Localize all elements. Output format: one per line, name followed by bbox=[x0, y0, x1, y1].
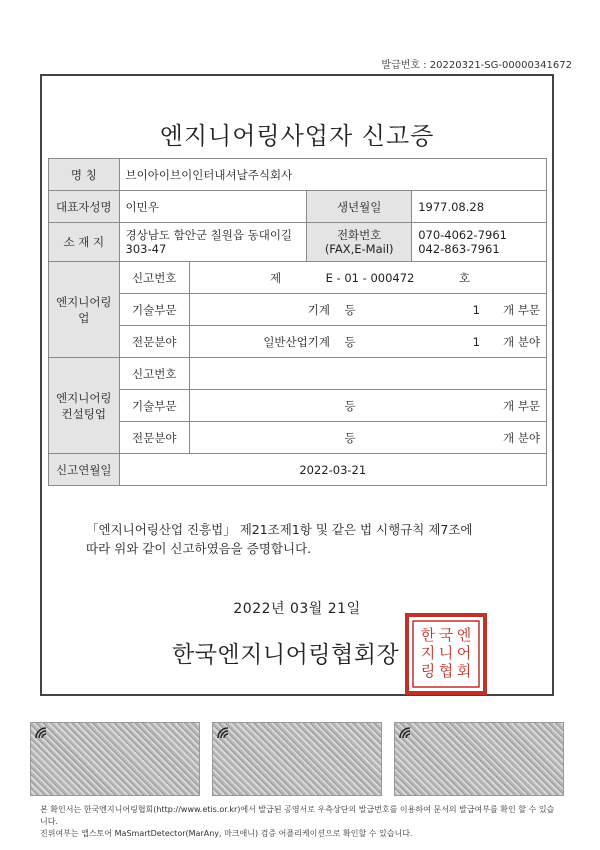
seal-glyph: 회 bbox=[456, 662, 472, 680]
seal-glyph: 지 bbox=[420, 644, 436, 662]
con-tech-value bbox=[189, 390, 546, 422]
security-pattern-1 bbox=[30, 722, 200, 796]
company-label: 명 칭 bbox=[49, 159, 120, 191]
report-date-value: 2022-03-21 bbox=[119, 454, 546, 486]
address-label: 소 재 지 bbox=[49, 223, 120, 262]
birth-value: 1977.08.28 bbox=[412, 191, 547, 223]
row-report-date bbox=[49, 454, 547, 486]
eng-report-number: E - 01 - 000472 bbox=[325, 270, 415, 285]
contact-label bbox=[307, 223, 412, 262]
representative-label: 대표자성명 bbox=[49, 191, 120, 223]
info-table bbox=[48, 158, 547, 486]
row-con-report bbox=[49, 358, 547, 390]
certificate-frame bbox=[40, 74, 554, 696]
con-field-unit: 개 분야 bbox=[503, 430, 540, 445]
eng-tech-label: 기술부문 bbox=[119, 294, 189, 326]
address-value bbox=[119, 223, 307, 262]
security-mark-icon bbox=[216, 726, 230, 740]
fax-value: 042-863-7961 bbox=[418, 242, 500, 256]
declaration-line-1: 「엔지니어링산업 진흥법」 제21조제1항 및 같은 법 시행규칙 제7조에 bbox=[86, 522, 473, 537]
row-eng-field bbox=[49, 326, 547, 358]
contact-label-1: 전화번호 bbox=[336, 228, 382, 242]
security-pattern-2 bbox=[212, 722, 382, 796]
security-pattern-3 bbox=[394, 722, 564, 796]
eng-field-name: 일반산업기계 bbox=[263, 334, 330, 349]
eng-tech-unit: 개 부문 bbox=[503, 302, 540, 317]
con-field-label: 전문분야 bbox=[119, 422, 189, 454]
company-value: 브이아이브이인터내셔날주식회사 bbox=[119, 159, 546, 191]
row-address bbox=[49, 223, 547, 262]
footer-line-2: 진위여부는 앱스토어 MaSmartDetector(MarAny, 마크애니) 검증 어플리케이션으로 확인할 수 있습니다. bbox=[40, 829, 413, 838]
security-mark-icon bbox=[34, 726, 48, 740]
seal-glyph: 협 bbox=[438, 662, 454, 680]
con-tech-label: 기술부문 bbox=[119, 390, 189, 422]
seal-glyph: 링 bbox=[420, 662, 436, 680]
con-tech-unit: 개 부문 bbox=[503, 398, 540, 413]
eng-tech-count: 1 bbox=[472, 302, 480, 317]
con-field-etc: 등 bbox=[344, 430, 356, 445]
row-company bbox=[49, 159, 547, 191]
eng-field-value bbox=[189, 326, 546, 358]
con-tech-etc: 등 bbox=[344, 398, 356, 413]
eng-field-label: 전문분야 bbox=[119, 326, 189, 358]
row-representative bbox=[49, 191, 547, 223]
eng-report-label: 신고번호 bbox=[119, 262, 189, 294]
row-eng-tech bbox=[49, 294, 547, 326]
eng-report-suffix: 호 bbox=[458, 270, 470, 285]
footer-line-1: 본 확인서는 한국엔지니어링협회(http://www.etis.or.kr)에서 발급된 공영서로 우측상단의 발급번호를 이용하여 문서의 발급여부를 확인 할 수 있습니다. bbox=[40, 805, 555, 826]
consulting-label-2: 컨설팅업 bbox=[61, 406, 106, 421]
eng-field-count: 1 bbox=[472, 334, 480, 349]
issue-number: 발급번호 : 20220321-SG-00000341672 bbox=[381, 60, 572, 71]
eng-tech-value bbox=[189, 294, 546, 326]
declaration-text bbox=[86, 520, 526, 558]
engineering-section-label: 엔지니어링업 bbox=[49, 262, 120, 358]
eng-report-value bbox=[189, 262, 546, 294]
report-date-label: 신고연월일 bbox=[49, 454, 120, 486]
seal-glyph: 엔 bbox=[456, 626, 472, 644]
row-con-field bbox=[49, 422, 547, 454]
declaration-line-2: 따라 위와 같이 신고하였음을 증명합니다. bbox=[86, 541, 312, 556]
issue-date: 2022년 03월 21일 bbox=[233, 601, 361, 617]
eng-report-prefix: 제 bbox=[269, 270, 282, 285]
contact-label-2: (FAX,E-Mail) bbox=[324, 242, 394, 256]
contact-value bbox=[412, 223, 547, 262]
seal-glyph: 한 bbox=[420, 626, 436, 644]
con-field-value bbox=[189, 422, 546, 454]
con-report-value bbox=[189, 358, 546, 390]
security-mark-icon bbox=[398, 726, 412, 740]
official-seal-icon bbox=[404, 612, 488, 696]
seal-glyph: 국 bbox=[438, 626, 454, 644]
address-line-2: 303-47 bbox=[125, 242, 167, 256]
seal-glyph: 어 bbox=[456, 644, 472, 662]
row-con-tech bbox=[49, 390, 547, 422]
eng-tech-etc: 등 bbox=[344, 302, 356, 317]
birth-label: 생년월일 bbox=[307, 191, 412, 223]
representative-value: 이민우 bbox=[119, 191, 307, 223]
phone-value: 070-4062-7961 bbox=[418, 228, 507, 242]
certificate-title: 엔지니어링사업자 신고증 bbox=[159, 122, 435, 150]
issuer-name: 한국엔지니어링협회장 bbox=[172, 642, 400, 668]
eng-field-etc: 등 bbox=[344, 334, 356, 349]
seal-glyph: 니 bbox=[438, 644, 454, 662]
eng-tech-name: 기계 bbox=[307, 302, 330, 317]
row-eng-report bbox=[49, 262, 547, 294]
footer-notice bbox=[40, 804, 560, 840]
eng-field-unit: 개 분야 bbox=[503, 334, 540, 349]
consulting-section-label bbox=[49, 358, 120, 454]
consulting-label-1: 엔지니어링 bbox=[56, 390, 112, 405]
address-line-1: 경상남도 함안군 칠원읍 동대이길 bbox=[125, 228, 293, 242]
con-report-label: 신고번호 bbox=[119, 358, 189, 390]
